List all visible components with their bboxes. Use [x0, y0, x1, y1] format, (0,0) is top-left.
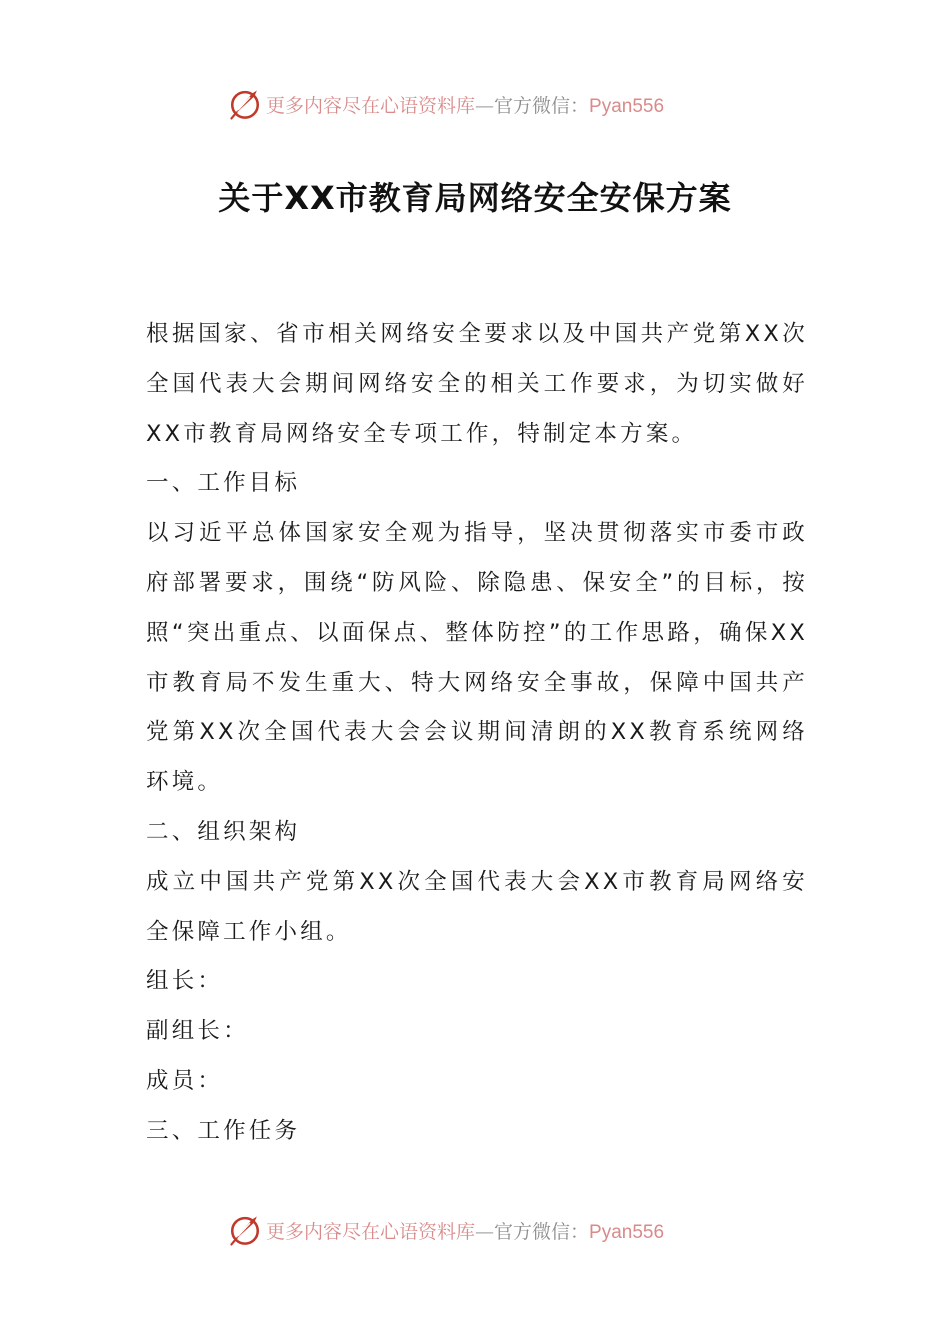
quill-pen-logo-icon: [228, 1213, 262, 1247]
banner-main-text: 更多内容尽在心语资料库: [266, 1220, 476, 1243]
banner-text: [266, 1217, 664, 1244]
paragraph-organization: 成立中国共产党第XX次全国代表大会XX市教育局网络安全保障工作小组。: [146, 868, 808, 945]
line-team-leader: 组长：: [146, 968, 224, 995]
banner-wechat-label: 官方微信：: [494, 1220, 590, 1243]
header-banner: [228, 86, 664, 122]
footer-banner: [228, 1212, 664, 1248]
banner-dash: —: [475, 1220, 495, 1243]
document-body: [146, 310, 808, 1157]
document-title: 关于XX市教育局网络安全安保方案: [218, 179, 732, 217]
quill-pen-logo-icon: [228, 87, 262, 121]
heading-organization: 二、组织架构: [146, 818, 301, 845]
banner-dash: —: [475, 94, 495, 117]
banner-wechat-id: Pyan556: [589, 95, 665, 117]
line-deputy-leader: 副组长：: [146, 1018, 249, 1045]
banner-main-text: 更多内容尽在心语资料库: [266, 94, 476, 117]
paragraph-intro: 根据国家、省市相关网络安全要求以及中国共产党第XX次全国代表大会期间网络安全的相关工作要求，为切实做好XX市教育局网络安全专项工作，特制定本方案。: [146, 321, 808, 447]
paragraph-work-goals: 以习近平总体国家安全观为指导，坚决贯彻落实市委市政府部署要求，围绕“防风险、除隐患、保安全”的目标，按照“突出重点、以面保点、整体防控”的工作思路，确保XX市教育局不发生重大、特大网络安全事故，保障中国共产党第XX次全国代表大会会议期间清朗的XX教育系统网络环境。: [146, 520, 808, 796]
banner-wechat-id: Pyan556: [589, 1221, 665, 1243]
line-members: 成员：: [146, 1067, 224, 1094]
banner-text: [266, 91, 664, 118]
heading-work-tasks: 三、工作任务: [146, 1117, 301, 1144]
banner-wechat-label: 官方微信：: [494, 94, 590, 117]
heading-work-goals: 一、工作目标: [146, 470, 301, 497]
